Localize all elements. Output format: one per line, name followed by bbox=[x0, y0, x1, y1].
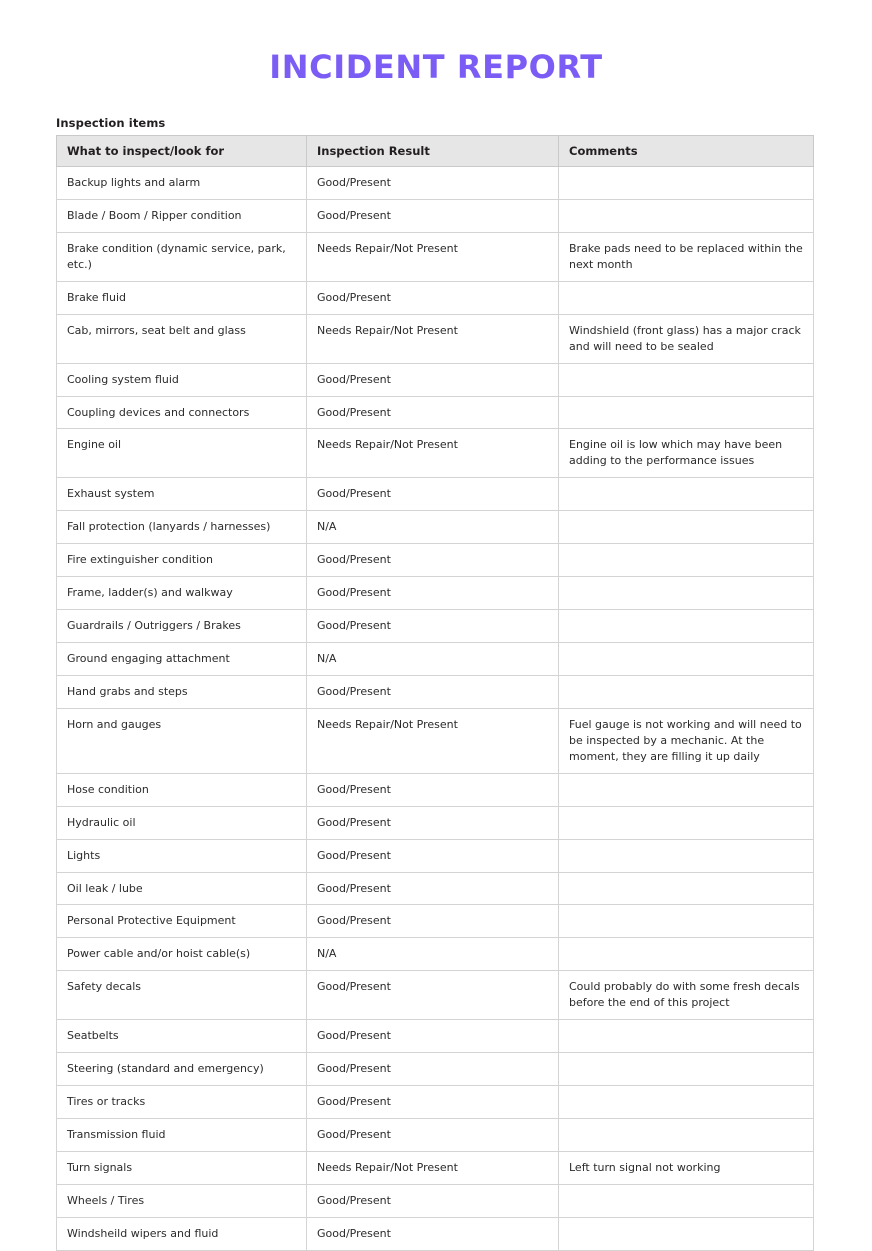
cell-inspection-item: Fall protection (lanyards / harnesses) bbox=[57, 511, 307, 544]
cell-inspection-result: Good/Present bbox=[307, 971, 559, 1020]
cell-inspection-result: N/A bbox=[307, 938, 559, 971]
cell-inspection-result: Good/Present bbox=[307, 905, 559, 938]
cell-inspection-result: Good/Present bbox=[307, 806, 559, 839]
cell-comments bbox=[559, 872, 814, 905]
cell-inspection-item: Tires or tracks bbox=[57, 1086, 307, 1119]
table-row bbox=[57, 577, 814, 610]
table-row bbox=[57, 281, 814, 314]
cell-comments: Left turn signal not working bbox=[559, 1151, 814, 1184]
cell-comments bbox=[559, 281, 814, 314]
cell-inspection-item: Hand grabs and steps bbox=[57, 675, 307, 708]
cell-inspection-item: Ground engaging attachment bbox=[57, 643, 307, 676]
cell-comments bbox=[559, 511, 814, 544]
table-row bbox=[57, 167, 814, 200]
cell-inspection-result: Good/Present bbox=[307, 199, 559, 232]
cell-inspection-item: Brake fluid bbox=[57, 281, 307, 314]
cell-inspection-result: Good/Present bbox=[307, 1217, 559, 1250]
column-header-what-to-inspect: What to inspect/look for bbox=[57, 136, 307, 167]
cell-inspection-item: Power cable and/or hoist cable(s) bbox=[57, 938, 307, 971]
cell-inspection-item: Seatbelts bbox=[57, 1020, 307, 1053]
cell-inspection-item: Hose condition bbox=[57, 773, 307, 806]
table-row bbox=[57, 1217, 814, 1250]
cell-comments bbox=[559, 1020, 814, 1053]
cell-inspection-item: Transmission fluid bbox=[57, 1119, 307, 1152]
cell-comments bbox=[559, 905, 814, 938]
cell-comments bbox=[559, 1053, 814, 1086]
cell-comments bbox=[559, 167, 814, 200]
cell-inspection-item: Horn and gauges bbox=[57, 708, 307, 773]
cell-comments bbox=[559, 478, 814, 511]
cell-comments bbox=[559, 363, 814, 396]
cell-inspection-item: Hydraulic oil bbox=[57, 806, 307, 839]
cell-inspection-item: Turn signals bbox=[57, 1151, 307, 1184]
cell-comments bbox=[559, 839, 814, 872]
cell-comments: Fuel gauge is not working and will need to be inspected by a mechanic. At the moment, they are filling it up daily bbox=[559, 708, 814, 773]
cell-inspection-result: Good/Present bbox=[307, 872, 559, 905]
table-body bbox=[57, 167, 814, 1251]
table-row bbox=[57, 610, 814, 643]
cell-inspection-result: Good/Present bbox=[307, 363, 559, 396]
cell-inspection-item: Brake condition (dynamic service, park, etc.) bbox=[57, 232, 307, 281]
cell-comments bbox=[559, 544, 814, 577]
cell-comments bbox=[559, 675, 814, 708]
cell-comments bbox=[559, 1184, 814, 1217]
table-row bbox=[57, 839, 814, 872]
cell-inspection-item: Guardrails / Outriggers / Brakes bbox=[57, 610, 307, 643]
cell-inspection-item: Cooling system fluid bbox=[57, 363, 307, 396]
cell-inspection-result: N/A bbox=[307, 643, 559, 676]
column-header-inspection-result: Inspection Result bbox=[307, 136, 559, 167]
table-row bbox=[57, 905, 814, 938]
table-row bbox=[57, 806, 814, 839]
cell-inspection-result: N/A bbox=[307, 511, 559, 544]
cell-inspection-item: Coupling devices and connectors bbox=[57, 396, 307, 429]
table-row bbox=[57, 544, 814, 577]
cell-inspection-item: Engine oil bbox=[57, 429, 307, 478]
cell-inspection-result: Good/Present bbox=[307, 675, 559, 708]
cell-inspection-result: Good/Present bbox=[307, 281, 559, 314]
table-row bbox=[57, 675, 814, 708]
cell-inspection-result: Needs Repair/Not Present bbox=[307, 314, 559, 363]
cell-comments: Windshield (front glass) has a major crack and will need to be sealed bbox=[559, 314, 814, 363]
cell-comments bbox=[559, 199, 814, 232]
section-heading-inspection-items: Inspection items bbox=[56, 116, 166, 130]
cell-inspection-result: Needs Repair/Not Present bbox=[307, 429, 559, 478]
cell-inspection-item: Oil leak / lube bbox=[57, 872, 307, 905]
table-row bbox=[57, 1086, 814, 1119]
table-row bbox=[57, 478, 814, 511]
cell-inspection-item: Backup lights and alarm bbox=[57, 167, 307, 200]
table-row bbox=[57, 971, 814, 1020]
table-row bbox=[57, 1053, 814, 1086]
cell-inspection-item: Lights bbox=[57, 839, 307, 872]
cell-inspection-result: Good/Present bbox=[307, 1086, 559, 1119]
cell-inspection-item: Wheels / Tires bbox=[57, 1184, 307, 1217]
cell-comments bbox=[559, 1086, 814, 1119]
cell-inspection-item: Steering (standard and emergency) bbox=[57, 1053, 307, 1086]
cell-comments: Engine oil is low which may have been adding to the performance issues bbox=[559, 429, 814, 478]
cell-inspection-result: Good/Present bbox=[307, 1020, 559, 1053]
cell-inspection-result: Good/Present bbox=[307, 544, 559, 577]
cell-inspection-item: Personal Protective Equipment bbox=[57, 905, 307, 938]
cell-inspection-item: Safety decals bbox=[57, 971, 307, 1020]
cell-inspection-item: Cab, mirrors, seat belt and glass bbox=[57, 314, 307, 363]
table-row bbox=[57, 1184, 814, 1217]
table-row bbox=[57, 363, 814, 396]
cell-inspection-result: Good/Present bbox=[307, 610, 559, 643]
inspection-items-table bbox=[56, 135, 814, 1251]
cell-inspection-result: Good/Present bbox=[307, 1119, 559, 1152]
cell-inspection-item: Windsheild wipers and fluid bbox=[57, 1217, 307, 1250]
cell-inspection-result: Good/Present bbox=[307, 1184, 559, 1217]
cell-comments bbox=[559, 643, 814, 676]
cell-comments bbox=[559, 773, 814, 806]
table-row bbox=[57, 511, 814, 544]
table-row bbox=[57, 232, 814, 281]
table-row bbox=[57, 938, 814, 971]
table-row bbox=[57, 199, 814, 232]
page-title: INCIDENT REPORT bbox=[269, 48, 603, 86]
cell-comments bbox=[559, 1119, 814, 1152]
table-row bbox=[57, 1151, 814, 1184]
cell-inspection-item: Blade / Boom / Ripper condition bbox=[57, 199, 307, 232]
cell-inspection-item: Exhaust system bbox=[57, 478, 307, 511]
table-row bbox=[57, 773, 814, 806]
table-row bbox=[57, 429, 814, 478]
cell-comments bbox=[559, 577, 814, 610]
cell-inspection-result: Needs Repair/Not Present bbox=[307, 1151, 559, 1184]
cell-inspection-result: Good/Present bbox=[307, 577, 559, 610]
cell-inspection-result: Good/Present bbox=[307, 396, 559, 429]
table-row bbox=[57, 872, 814, 905]
cell-comments: Brake pads need to be replaced within the next month bbox=[559, 232, 814, 281]
table-row bbox=[57, 643, 814, 676]
cell-inspection-result: Needs Repair/Not Present bbox=[307, 232, 559, 281]
cell-comments bbox=[559, 806, 814, 839]
cell-inspection-result: Needs Repair/Not Present bbox=[307, 708, 559, 773]
table-row bbox=[57, 1119, 814, 1152]
cell-inspection-item: Fire extinguisher condition bbox=[57, 544, 307, 577]
cell-comments bbox=[559, 396, 814, 429]
cell-inspection-result: Good/Present bbox=[307, 478, 559, 511]
cell-inspection-result: Good/Present bbox=[307, 167, 559, 200]
table-row bbox=[57, 396, 814, 429]
cell-inspection-result: Good/Present bbox=[307, 839, 559, 872]
column-header-comments: Comments bbox=[559, 136, 814, 167]
table-header-row bbox=[57, 136, 814, 167]
cell-comments bbox=[559, 1217, 814, 1250]
cell-inspection-item: Frame, ladder(s) and walkway bbox=[57, 577, 307, 610]
table-row bbox=[57, 1020, 814, 1053]
cell-comments bbox=[559, 938, 814, 971]
table-header bbox=[57, 136, 814, 167]
cell-comments: Could probably do with some fresh decals before the end of this project bbox=[559, 971, 814, 1020]
table-row bbox=[57, 314, 814, 363]
cell-comments bbox=[559, 610, 814, 643]
table-row bbox=[57, 708, 814, 773]
cell-inspection-result: Good/Present bbox=[307, 1053, 559, 1086]
cell-inspection-result: Good/Present bbox=[307, 773, 559, 806]
